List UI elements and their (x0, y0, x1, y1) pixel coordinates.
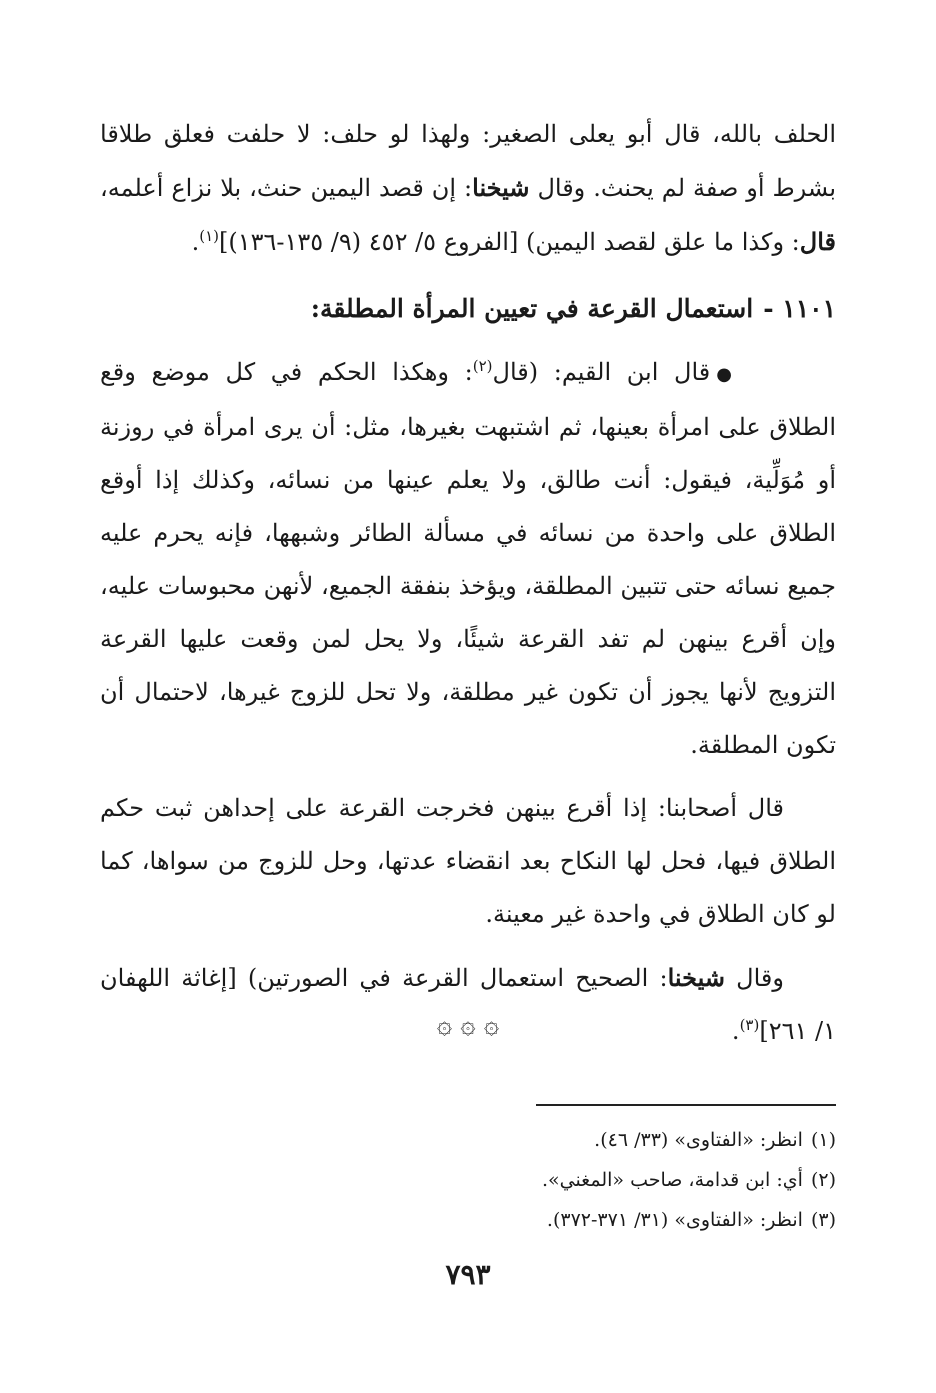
intro-paragraph (100, 108, 836, 269)
footnote-number: (١) (810, 1129, 836, 1151)
bullet-icon: ● (716, 364, 732, 385)
body-paragraph (100, 951, 836, 1058)
footnotes (100, 1120, 836, 1240)
page-number: ٧٩٣ (445, 1258, 491, 1291)
footnote-divider (536, 1104, 836, 1106)
paragraph-text: : وهكذا الحكم في كل موضع وقع الطلاق على امرأة بعينها، ثم اشتبهت بغيرها، مثل: أن يرى امرأة في روزنة أو مُوَلِّية، فيقول: أنت طالق، ولا يعلم عينها من نسائه، وكذلك إذا أوقع الطلاق على واحدة من نسائه في مسألة الطائر وشبهها، فإنه يحرم عليه جميع نسائه حتى تتبين المطلقة، ويؤخذ بنفقة الجميع، لأنهن محبوسات عليه، وإن أقرع بينهن لم تفد القرعة شيئًا، ولا يحل لمن وقعت عليها القرعة التزويج لأنها يجوز أن تكون غير مطلقة، ولا تحل للزوج غيرها، لاحتمال أن تكون المطلقة. (100, 358, 836, 759)
section-number: ١١٠١ - (763, 294, 836, 323)
footnote-item (100, 1120, 836, 1160)
page-body (100, 108, 836, 1058)
section-heading (100, 281, 836, 336)
shaykh-label: شيخنا (667, 963, 725, 992)
footnote-number: (٣) (810, 1209, 836, 1231)
footnote-number: (٢) (810, 1169, 836, 1191)
footnote-item (100, 1200, 836, 1240)
footnote-text: انظر: «الفتاوى» (٣١/ ٣٧١-٣٧٢). (546, 1209, 803, 1231)
footnote-text: أي: ابن قدامة، صاحب «المغني». (541, 1169, 803, 1191)
body-paragraph (100, 346, 836, 772)
paragraph-text: قال ابن القيم: (قال (492, 358, 711, 386)
footnote-ref[interactable]: (٣) (739, 1016, 760, 1034)
paragraph-text: . (731, 1017, 740, 1045)
intro-text: الحلف بالله، قال أبو يعلى الصغير: ولهذا لو حلف: لا حلفت فعلق طلاقا بشرط أو صفة لم يحنث. وقال (100, 120, 837, 202)
section-title: استعمال القرعة في تعيين المرأة المطلقة: (310, 294, 754, 323)
paragraph-text: وقال (724, 964, 784, 992)
paragraph-text: : الصحيح استعمال القرعة في الصورتين) [إغاثة اللهفان ١/ ٢٦١] (100, 964, 836, 1045)
qal-label: قال (799, 227, 836, 256)
footnote-text: انظر: «الفتاوى» (٣٣/ ٤٦). (594, 1129, 803, 1151)
footnote-ref[interactable]: (٢) (472, 357, 493, 375)
intro-text: : إن قصد اليمين حنث، بلا نزاع أعلمه، (100, 174, 473, 202)
section-ornaments-icon: ۞ ۞ ۞ (436, 1010, 500, 1040)
footnote-ref[interactable]: (١) (199, 227, 219, 245)
intro-text: . (191, 228, 200, 256)
shaykh-label: شيخنا (472, 173, 530, 202)
intro-text: : وكذا ما علق لقصد اليمين) [الفروع ٥/ ٤٥٢ (٩/ ١٣٥-١٣٦)] (218, 228, 800, 256)
footnote-item (100, 1160, 836, 1200)
body-paragraph: قال أصحابنا: إذا أقرع بينهن فخرجت القرعة على إحداهن ثبت حكم الطلاق فيها، فحل لها النكاح بعد انقضاء عدتها، وحل للزوج من سواها، كما لو كان الطلاق في واحدة غير معينة. (100, 794, 836, 928)
